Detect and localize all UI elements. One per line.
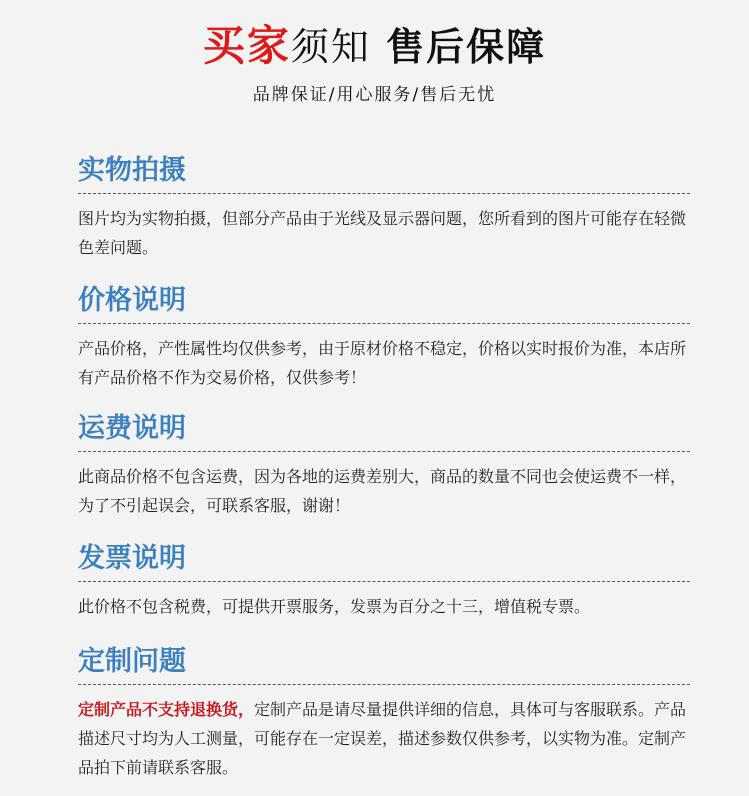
section-heading: 定制问题 bbox=[78, 646, 186, 677]
no-return-warning: 定制产品不支持退换货， bbox=[78, 700, 255, 719]
dashed-divider bbox=[78, 451, 690, 452]
title-red-part: 买家 bbox=[202, 21, 291, 70]
section-custom bbox=[78, 644, 690, 782]
page-subtitle: 品牌保证/用心服务/售后无忧 bbox=[252, 85, 497, 105]
section-photo bbox=[78, 153, 690, 262]
dashed-divider bbox=[78, 684, 690, 685]
dashed-divider bbox=[78, 193, 690, 194]
page-title bbox=[0, 20, 749, 73]
section-price bbox=[78, 283, 690, 392]
section-heading: 运费说明 bbox=[78, 413, 186, 444]
section-heading: 发票说明 bbox=[78, 543, 186, 574]
section-heading: 价格说明 bbox=[78, 285, 186, 316]
section-body: 此价格不包含税费，可提供开票服务，发票为百分之十三，增值税专票。 bbox=[78, 597, 591, 616]
title-second-part: 售后保障 bbox=[386, 25, 547, 69]
section-heading: 实物拍摄 bbox=[78, 155, 186, 186]
section-invoice bbox=[78, 541, 690, 621]
title-rest-part: 须知 bbox=[290, 25, 371, 69]
dashed-divider bbox=[78, 323, 690, 324]
header bbox=[0, 20, 749, 107]
custom-body-text: 定制产品是请尽量提供详细的信息，具体可与客服联系。产品描述尺寸均为人工测量，可能存在一定误差，描述参数仅供参考，以实物为准。定制产品拍下前请联系客服。 bbox=[78, 700, 687, 777]
section-shipping bbox=[78, 411, 690, 520]
dashed-divider bbox=[78, 581, 690, 582]
section-body bbox=[78, 695, 690, 782]
section-body: 图片均为实物拍摄，但部分产品由于光线及显示器问题，您所看到的图片可能存在轻微色差问题。 bbox=[78, 209, 687, 257]
section-body: 此商品价格不包含运费，因为各地的运费差别大，商品的数量不同也会使运费不一样，为了不引起误会，可联系客服，谢谢！ bbox=[78, 467, 687, 515]
section-body: 产品价格，产性属性均仅供参考，由于原材价格不稳定，价格以实时报价为准，本店所有产品价格不作为交易价格，仅供参考！ bbox=[78, 339, 687, 387]
